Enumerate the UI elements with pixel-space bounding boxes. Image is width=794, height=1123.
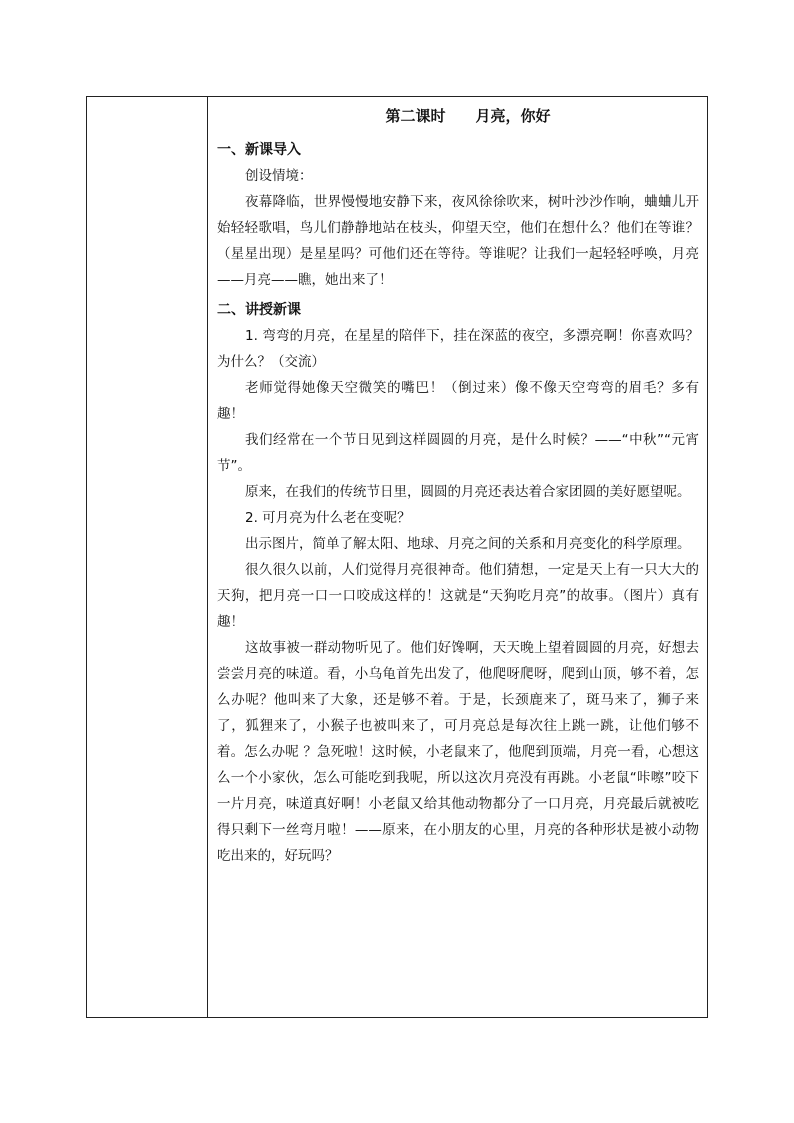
section-heading-intro: 一、新课导入 (217, 142, 301, 158)
lesson-plan-table (86, 96, 708, 1018)
paragraph: 原来，在我们的传统节日里，圆圆的月亮还表达着合家团圆的美好愿望呢。 (245, 484, 691, 500)
paragraph: 创设情境： (245, 168, 313, 184)
lesson-title-period: 第二课时 (385, 107, 446, 125)
paragraph: 这故事被一群动物听见了。他们好馋啊，天天晚上望着圆圆的月亮，好想去尝尝月亮的味道。看，小乌龟首先出发了，他爬呀爬呀，爬到山顶，够不着，怎么办呢？他叫来了大象，还是够不着。于是，长颈鹿来了，斑马来了，狮子来了，狐狸来了，小猴子也被叫来了，可月亮总是每次往上跳一跳，让他们够不着。怎么办呢 ？急死啦！这时候，小老鼠来了，他爬到顶端，月亮一看，心想这么一个小家伙，怎么可能吃到我呢，所以这次月亮没有再跳。小老鼠“咔嚓”咬下一片月亮，味道真好啊！小老鼠又给其他动物都分了一口月亮，月亮最后就被吃得只剩下一丝弯月啦！——原来，在小朋友的心里，月亮的各种形状是被小动物吃出来的，好玩吗？ (217, 640, 699, 864)
paragraph: 我们经常在一个节日见到这样圆圆的月亮，是什么时候？——“中秋”“元宵节”。 (217, 432, 699, 474)
lesson-title-topic: 月亮，你好 (475, 107, 551, 125)
paragraph: 夜幕降临，世界慢慢地安静下来，夜风徐徐吹来，树叶沙沙作响，蛐蛐儿开始轻轻歌唱，鸟儿们静静地站在枝头，仰望天空，他们在想什么？他们在等谁？（星星出现）是星星吗？可他们还在等待。等谁呢？让我们一起轻轻呼唤，月亮——月亮——瞧，她出来了！ (217, 194, 699, 288)
lesson-title (217, 105, 699, 127)
paragraph: 很久很久以前，人们觉得月亮很神奇。他们猜想，一定是天上有一只大大的天狗，把月亮一口一口咬成这样的！这就是“天狗吃月亮”的故事。（图片）真有趣！ (217, 562, 699, 630)
paragraph: 出示图片，简单了解太阳、地球、月亮之间的关系和月亮变化的科学原理。 (245, 536, 691, 552)
paragraph: 老师觉得她像天空微笑的嘴巴！（倒过来）像不像天空弯弯的眉毛？多有趣！ (217, 380, 699, 422)
paragraph: 2. 可月亮为什么老在变呢？ (245, 510, 411, 526)
paragraph: 1. 弯弯的月亮，在星星的陪伴下，挂在深蓝的夜空，多漂亮啊！你喜欢吗？为什么？（交流） (217, 328, 699, 370)
left-column-cell (87, 97, 208, 1017)
section-heading-new-lesson: 二、讲授新课 (217, 302, 301, 318)
content-cell (208, 97, 707, 1017)
